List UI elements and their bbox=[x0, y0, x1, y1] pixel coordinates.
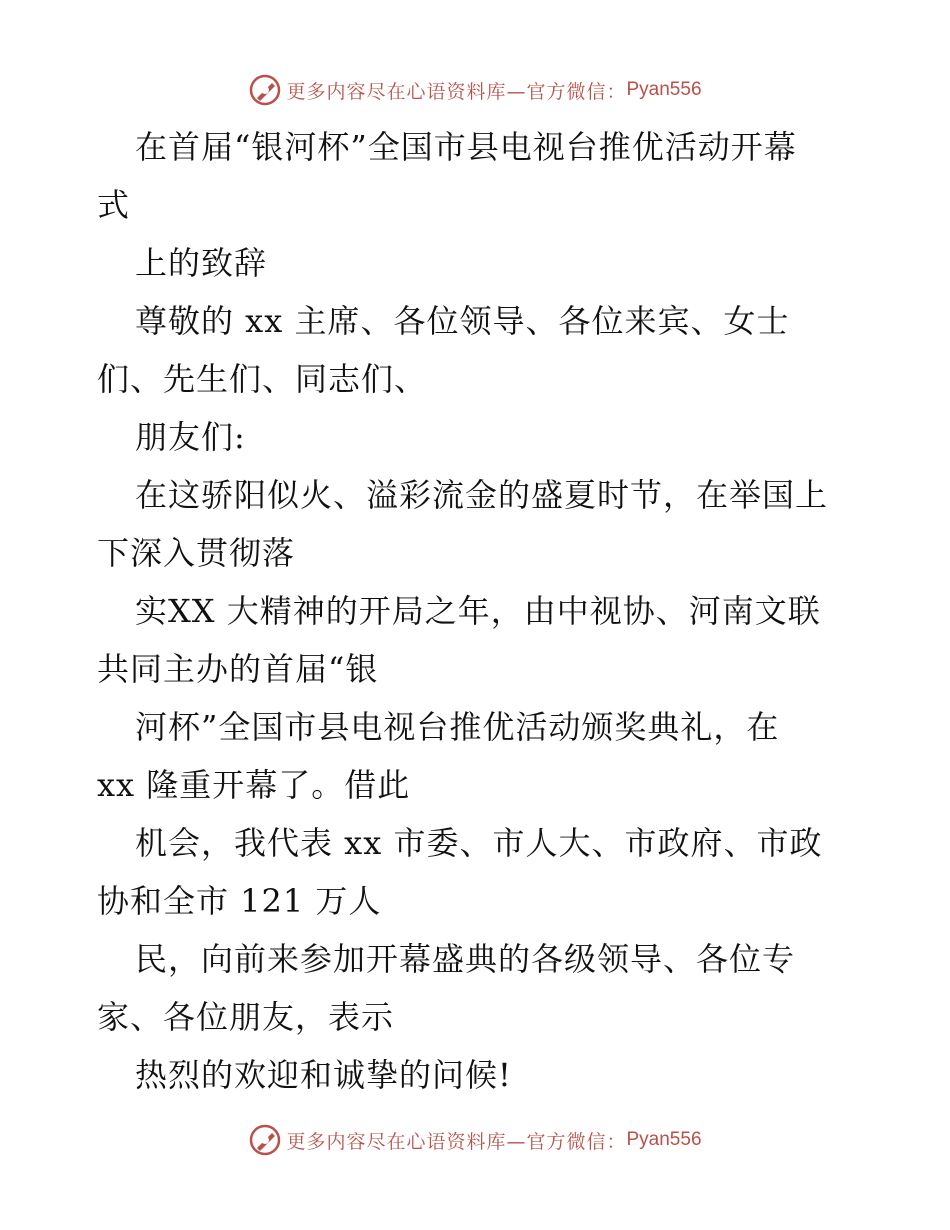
text-line: 机会，我代表 xx 市委、市人大、市政府、市政 bbox=[135, 824, 823, 862]
text-line: 朋友们: bbox=[135, 418, 246, 456]
text-line: 热烈的欢迎和诚挚的问候! bbox=[135, 1056, 512, 1094]
text-line: 在这骄阳似火、溢彩流金的盛夏时节，在举国上 bbox=[135, 476, 829, 514]
watermark-wechat-id: Pyan556 bbox=[626, 1129, 702, 1150]
header-watermark bbox=[0, 70, 950, 110]
text-line: 协和全市 121 万人 bbox=[97, 882, 382, 920]
text-line: 式 bbox=[97, 186, 131, 224]
pen-logo-icon bbox=[248, 73, 282, 107]
document-body bbox=[97, 118, 867, 1104]
text-line: 家、各位朋友，表示 bbox=[97, 998, 395, 1036]
footer-watermark bbox=[0, 1120, 950, 1160]
watermark-text: 更多内容尽在心语资料库—官方微信： bbox=[286, 80, 627, 103]
text-line: 实XX 大精神的开局之年，由中视协、河南文联 bbox=[135, 592, 821, 630]
text-line: 民，向前来参加开幕盛典的各级领导、各位专 bbox=[135, 940, 796, 978]
text-line: 下深入贯彻落 bbox=[97, 534, 296, 572]
text-line: 河杯”全国市县电视台推优活动颁奖典礼，在 bbox=[135, 708, 780, 746]
pen-logo-icon bbox=[248, 1123, 282, 1157]
watermark-wechat-id: Pyan556 bbox=[626, 79, 702, 100]
text-line: 尊敬的 xx 主席、各位领导、各位来宾、女士 bbox=[135, 302, 790, 340]
text-line: 在首届“银河杯”全国市县电视台推优活动开幕 bbox=[135, 128, 797, 166]
text-line: 上的致辞 bbox=[135, 244, 268, 282]
text-line: 们、先生们、同志们、 bbox=[97, 360, 428, 398]
text-line: 共同主办的首届“银 bbox=[97, 650, 379, 688]
text-line: xx 隆重开幕了。借此 bbox=[97, 766, 411, 804]
watermark-text: 更多内容尽在心语资料库—官方微信： bbox=[286, 1130, 627, 1153]
